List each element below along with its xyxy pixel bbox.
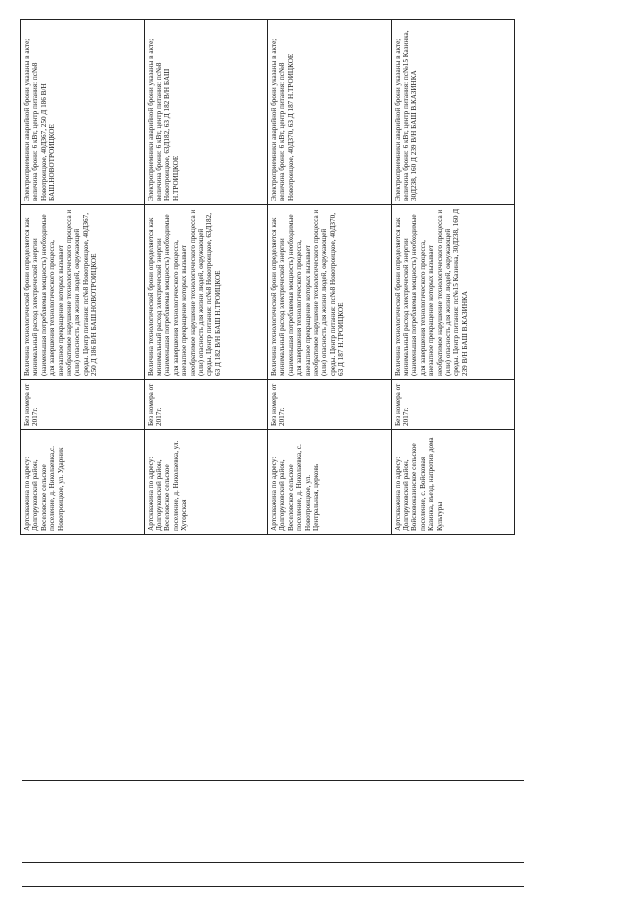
rule-line-1: [22, 780, 524, 781]
address-cell: Артскважина по адресу: Долгоруковский район, Веселовское сельское поселение, д. Николаевка, ул. Хуторская: [144, 430, 268, 535]
rotated-table-inner: [20, 20, 515, 535]
receivers-cell: Электроприемники аварийной брони указаны в акте; величина брони: 6 кВт, центр питания: пс№8 Новотроицкое, 40Д370, 63 Д 187 Н.ТРОИЦКОЕ: [268, 20, 392, 205]
description-cell: Величина технологической брони определяется как минимальный расход электрической энергии (наименьшая потребляемая мощность) необходимые для завершения технологического процесса, внезапное прекращение которых вызывает необратимое нарушение технологического процесса и (или) опасность для жизни людей, окружающей среды. Центр питания: пс№15 Казинка, 30Д238, 160 Д 239 В/Н БАШ В.КАЗИНКА: [391, 205, 515, 380]
receivers-cell: Электроприемники аварийной брони указаны в акте; величина брони: 6 кВт, центр питания: пс№8 Новотроицкое, 40Д367, 250 Д 186 В/Н БАШ.НОВОТРОИЦКОЕ: [21, 20, 145, 205]
description-cell: Величина технологической брони определяется как минимальный расход электрической энергии (наименьшая потребляемая мощность) необходимые для завершения технологического процесса, внезапное прекращение которых вызывает необратимое нарушение технологического процесса и (или) опасность для жизни людей, окружающей среды. Центр питания: пс№8 Новотроицкое, 40Д370, 63 Д 187 Н.ТРОИЦКОЕ: [268, 205, 392, 380]
table-row: [268, 20, 392, 535]
rule-line-3: [22, 886, 524, 887]
address-cell: Артскважина по адресу: Долгоруковский район, Веселовское сельское поселение, д. Николаевка,с. Новотроицкое, ул. Ударник: [21, 430, 145, 535]
receivers-cell: Электроприемники аварийной брони указаны в акте; величина брони: 6 кВт, центр питания: пс№15 Казинка, 30Д238, 160 Д 239 В/Н БАШ В.КАЗИНКА: [391, 20, 515, 205]
table-row: [391, 20, 515, 535]
emergency-reserve-table: [20, 19, 515, 535]
number-cell: Без номера от 2017г.: [21, 380, 145, 430]
address-cell: Артскважина по адресу: Долгоруковский район, Веселовское сельское поселение, д. Николаевка, с. Новотроицкое, ул. Центральная, церковь: [268, 430, 392, 535]
description-cell: Величина технологической брони определяется как минимальный расход электрической энергии (наименьшая потребляемая мощность) необходимые для завершения технологического процесса, внезапное прекращение которых вызывает необратимое нарушение технологического процесса и (или) опасность для жизни людей, окружающей среды. Центр питания: пс№8 Новотроицкое, 63Д182, 63 Д 182 В/Н БАШ Н.ТРОИЦКОЕ: [144, 205, 268, 380]
address-cell: Артскважина по адресу: Долгоруковский район, Войсковоказинское сельское поселение, с. Войсковая Казинка, въезд, напротив дома Культуры: [391, 430, 515, 535]
table-row: [144, 20, 268, 535]
rotated-table-wrapper: [20, 20, 515, 535]
rule-line-2: [22, 862, 524, 863]
number-cell: Без номера от 2017г.: [268, 380, 392, 430]
description-cell: Величина технологической брони определяется как минимальный расход электрической энергии (наименьшая потребляемая мощность) необходимые для завершения технологического процесса, внезапное прекращение которых вызывает необратимое нарушение технологического процесса и (или) опасность для жизни людей, окружающей среды. Центр питания: пс№8 Новотроицкое, 40Д367, 250 Д 186 В/Н БАШ.НОВОТРОИЦКОЕ: [21, 205, 145, 380]
number-cell: Без номера от 2017г.: [391, 380, 515, 430]
table-row: [21, 20, 145, 535]
number-cell: Без номера от 2017г.: [144, 380, 268, 430]
receivers-cell: Электроприемники аварийной брони указаны в акте; величина брони: 6 кВт, центр питания: пс№8 Новотроицкое, 63Д182, 63 Д 182 В/Н БАШ Н.ТРОИЦКОЕ: [144, 20, 268, 205]
